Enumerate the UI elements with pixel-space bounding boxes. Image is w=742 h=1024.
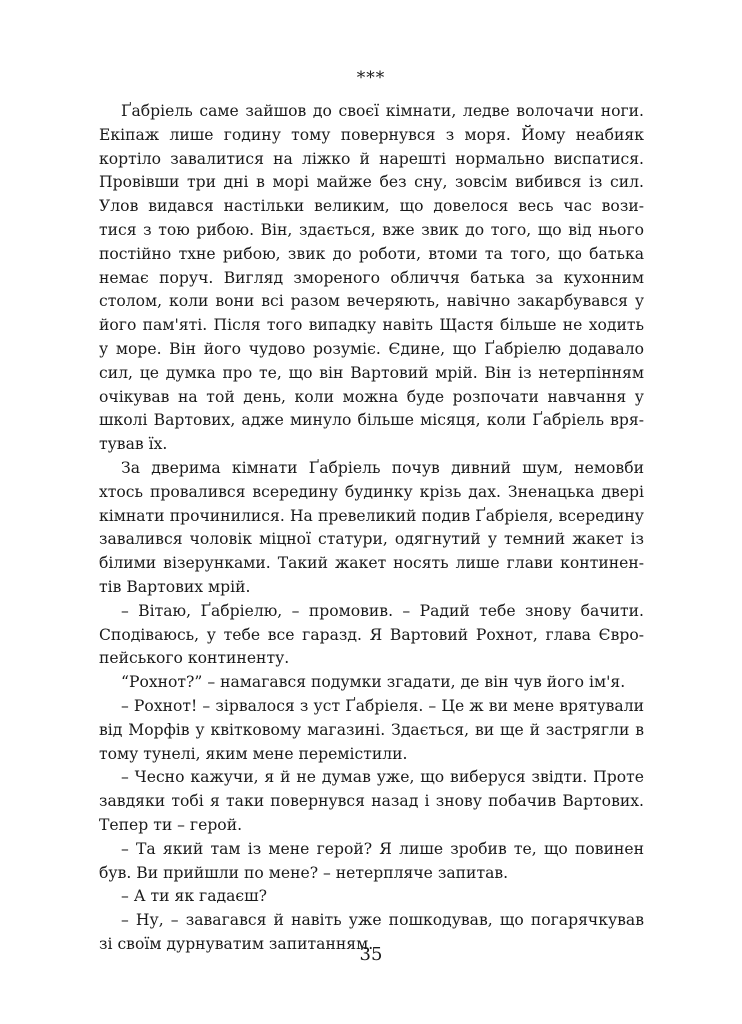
text-line: – Ну, – завагався й навіть уже пошкодував, що погарячкував (121, 911, 644, 930)
text-line: хтось провалився всередину будинку крізь дах. Зненацька двері (99, 482, 644, 501)
text-line: – Та який там із мене герой? Я лише зробив те, що повинен (121, 839, 644, 858)
text-line: у море. Він його чудово розуміє. Єдине, що Ґабріелю додавало (99, 339, 644, 358)
text-line: від Морфів у квітковому магазині. Здається, ви ще й застрягли в (99, 720, 644, 739)
text-line: тів Вартових мрій. (99, 577, 251, 596)
text-line: Улов видався настільки великим, що довелося весь час вози- (99, 197, 644, 216)
text-line: пейського континенту. (99, 649, 290, 668)
text-line: – Вітаю, Ґабріелю, – промовив. – Радий тебе знову бачити. (121, 601, 644, 620)
text-line: – А ти як гадаєш? (121, 887, 267, 906)
text-line: очікував на той день, коли можна буде розпочати навчання у (99, 387, 644, 406)
text-line: білими візерунками. Такий жакет носять лише глави континен- (99, 554, 644, 573)
text-line: тував їх. (99, 435, 168, 454)
text-line: “Рохнот?” – намагався подумки згадати, де він чув його ім'я. (121, 673, 626, 692)
text-line: постійно тхне рибою, звик до роботи, втоми та того, що батька (99, 244, 644, 263)
text-line: кортіло завалитися на ліжко й нарешті нормально виспатися. (99, 149, 644, 168)
text-line: немає поруч. Вигляд змореного обличчя батька за кухонним (99, 268, 644, 287)
text-line: був. Ви прийшли по мене? – нетерпляче запитав. (99, 863, 509, 882)
text-line: кімнати прочинилися. На превеликий подив Ґабріеля, всередину (99, 506, 644, 525)
text-line: тому тунелі, яким мене перемістили. (99, 744, 408, 763)
text-line: школі Вартових, адже минуло більше місяця, коли Ґабріель вря- (99, 411, 644, 430)
text-line: столом, коли вони всі разом вечеряють, навічно закарбувався у (99, 292, 644, 311)
text-line: завдяки тобі я таки повернувся назад і знову побачив Вартових. (99, 792, 644, 811)
section-separator: *** (356, 68, 386, 88)
text-line: завалився чоловік міцної статури, одягнутий у темний жакет із (99, 530, 644, 549)
text-line: Екіпаж лише годину тому повернувся з моря. Йому неабияк (99, 125, 644, 144)
text-line: тися з тою рибою. Він, здається, вже звик до того, що від нього (99, 220, 644, 239)
page-number: 35 (359, 944, 383, 965)
text-line: його пам'яті. Після того випадку навіть Щастя більше не ходить (99, 316, 644, 335)
text-line: – Чесно кажучи, я й не думав уже, що виберуся звідти. Проте (121, 768, 644, 787)
text-line: Провівши три дні в морі майже без сну, зовсім вибився із сил. (99, 173, 644, 192)
text-line: Ґабріель саме зайшов до своєї кімнати, ледве волочачи ноги. (121, 102, 644, 120)
text-line: зі своїм дурнуватим запитанням. (99, 934, 374, 953)
text-line: сил, це думка про те, що він Вартовий мрій. Він із нетерпінням (99, 363, 644, 382)
text-line: – Рохнот! – зірвалося з уст Ґабріеля. – Це ж ви мене врятували (121, 696, 644, 715)
text-line: За дверима кімнати Ґабріель почув дивний шум, немовби (121, 458, 644, 477)
text-line: Тепер ти – герой. (99, 815, 243, 834)
text-line: Сподіваюсь, у тебе все гаразд. Я Вартовий Рохнот, глава Євро- (99, 625, 644, 644)
body-text (99, 100, 644, 957)
